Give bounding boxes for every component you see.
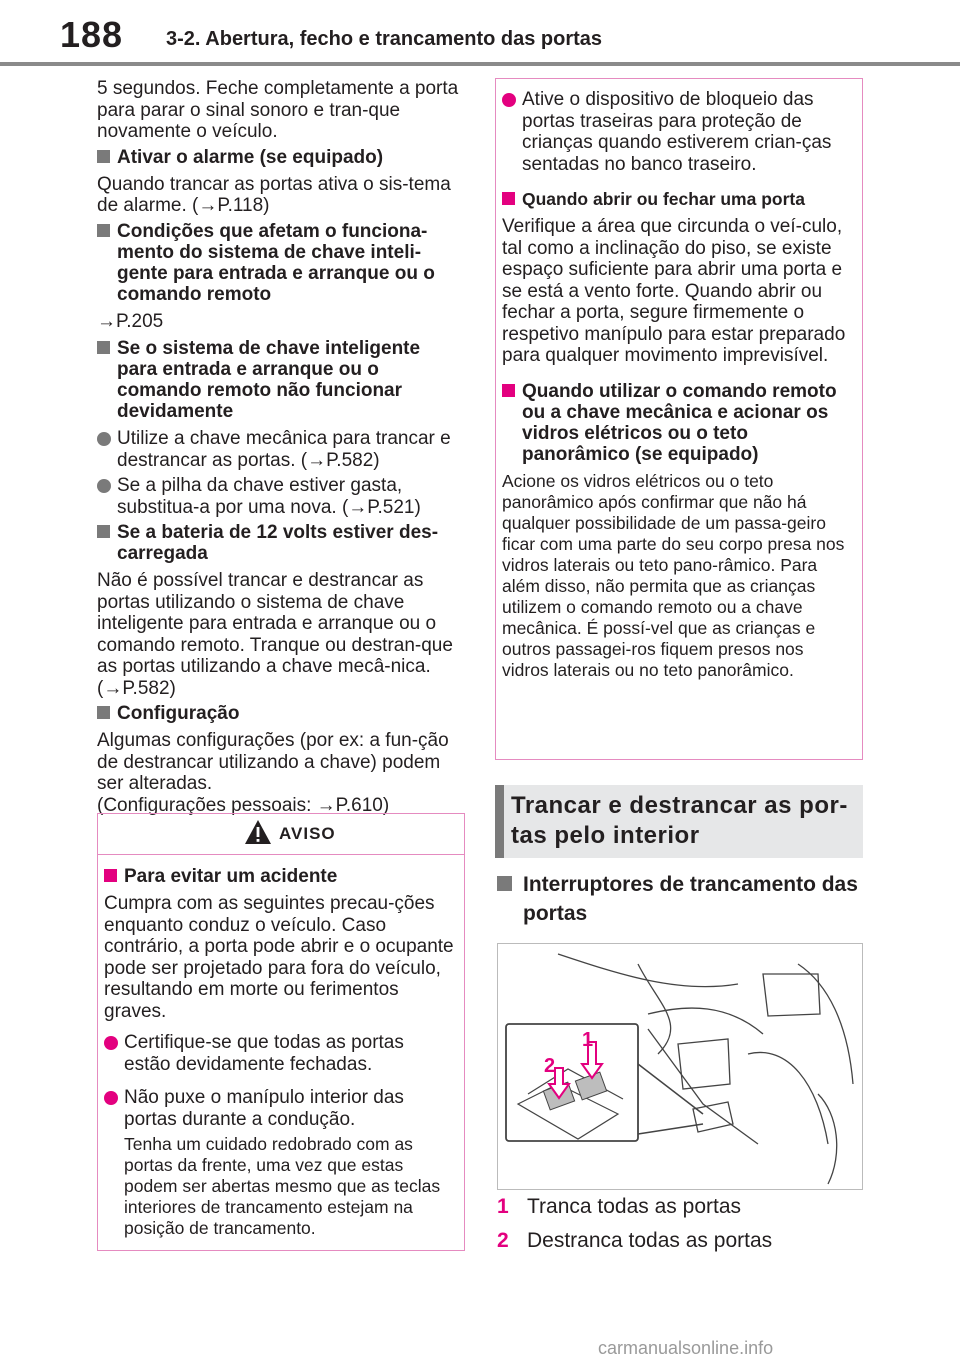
door-lock-switch-illustration: [497, 943, 863, 1190]
legend-item-lock: [497, 1195, 741, 1219]
configuration-paragraph: Algumas configurações (por ex: a fun-ção de destrancar utilizando a chave) podem ser alteradas.: [97, 730, 449, 794]
page-number: 188: [60, 14, 124, 55]
warning-content: [104, 862, 454, 1243]
legend-number: 2: [497, 1229, 509, 1252]
legend-item-unlock: [497, 1229, 772, 1253]
info-opening-paragraph: Verifique a área que circunda o veí-culo, tal como a inclinação do piso, se existe espaço suficiente para abrir uma porta e se está a vento forte. Quando abrir ou fechar a porta, segure firmemente o respetivo manípulo para estar preparado para qualquer movimento imprevisível.: [502, 216, 846, 366]
bullet-battery: Se a pilha da chave estiver gasta, substitua-a por uma nova. (→P.521): [97, 475, 465, 518]
conditions-ref: →P.205: [97, 310, 164, 332]
battery-paragraph: Não é possível trancar e destrancar as portas utilizando o sistema de chave inteligente para entrada e arranque ou o comando remoto. Tranque ou destran-que as portas utilizando a chave mecâ-nica. (→P.582): [97, 570, 453, 699]
figure-label-1: 1: [582, 1029, 594, 1051]
heading-alarm: Ativar o alarme (se equipado): [97, 147, 465, 168]
info-remote-paragraph: Acione os vidros elétricos ou o teto panorâmico após confirmar que não há qualquer possibilidade de um passa-geiro ficar com uma parte do seu corpo presa nos vidros laterais ou teto pano-râmico. Para além disso, não permita que as crianças utilizem o comando remoto ou a chave mecânica. É possí-vel que as crianças e outros passagei-ros fiquem presos nos vidros laterais ou no teto panorâmico.: [502, 470, 845, 680]
figure-label-2: 2: [544, 1055, 556, 1077]
warning-title: AVISO: [279, 824, 336, 843]
heading-configuration: Configuração: [97, 703, 465, 724]
warning-note: Tenha um cuidado redobrado com as portas da frente, uma vez que estas podem ser abertas mesmo que as teclas interiores de trancamento estejam na posição de trancamento.: [124, 1134, 441, 1238]
warning-header: [98, 814, 464, 855]
inset-frame: [506, 1024, 638, 1141]
alarm-paragraph: Quando trancar as portas ativa o sis-tema de alarme. (→P.118): [97, 173, 451, 216]
heading-conditions: Condições que afetam o funciona-mento do sistema de chave inteli-gente para entrada e arranque ou o comando remoto: [97, 221, 465, 305]
configuration-ref: (Configurações pessoais: →P.610): [97, 794, 390, 816]
section-title-text: Trancar e destrancar as por-tas pelo interior: [511, 792, 848, 849]
intro-paragraph: 5 segundos. Feche completamente a porta para parar o sinal sonoro e tran-que novamente o veículo.: [97, 78, 459, 142]
warning-triangle-icon: [243, 818, 273, 846]
page-header: [0, 0, 960, 64]
left-column: [97, 78, 465, 820]
watermark: carmanualsonline.info: [598, 1338, 774, 1358]
info-box: [495, 78, 863, 760]
warning-heading: Para evitar um acidente: [104, 866, 454, 887]
heading-12v-battery: Se a bateria de 12 volts estiver des-carregada: [97, 522, 465, 564]
info-heading-opening: Quando abrir ou fechar uma porta: [502, 189, 854, 210]
dashboard-drawing: [498, 944, 862, 1189]
chapter-title: 3-2. Abertura, fecho e trancamento das portas: [166, 28, 603, 50]
warning-bullet-doors-closed: Certifique-se que todas as portas estão devidamente fechadas.: [104, 1032, 454, 1075]
info-content: [502, 89, 854, 685]
heading-not-working: Se o sistema de chave inteligente para entrada e arranque ou o comando remoto não funcionar devidamente: [97, 338, 465, 422]
bullet-mechanical-key: Utilize a chave mecânica para trancar e destrancar as portas. (→P.582): [97, 428, 465, 471]
warning-box: [97, 813, 465, 1251]
warning-paragraph: Cumpra com as seguintes precau-ções enquanto conduz o veículo. Caso contrário, a porta pode abrir e o ocupante pode ser projetado para fora do veículo, resultando em morte ou ferimentos graves.: [104, 893, 454, 1022]
info-bullet-child-lock: Ative o dispositivo de bloqueio das portas traseiras para proteção de crianças quando estiverem crian-ças sentadas no banco traseiro.: [502, 89, 854, 175]
legend-number: 1: [497, 1195, 509, 1218]
section-title: [495, 785, 863, 858]
header-rule: [0, 62, 960, 66]
warning-bullet-handle: Não puxe o manípulo interior das portas durante a condução.: [104, 1087, 454, 1130]
info-heading-remote: Quando utilizar o comando remoto ou a chave mecânica e acionar os vidros elétricos ou o teto panorâmico (se equipado): [502, 381, 854, 465]
subsection-title: Interruptores de trancamento das portas: [497, 870, 858, 928]
legend-text: Destranca todas as portas: [527, 1229, 773, 1252]
legend-text: Tranca todas as portas: [527, 1195, 741, 1218]
section-title-bar: [495, 785, 504, 858]
